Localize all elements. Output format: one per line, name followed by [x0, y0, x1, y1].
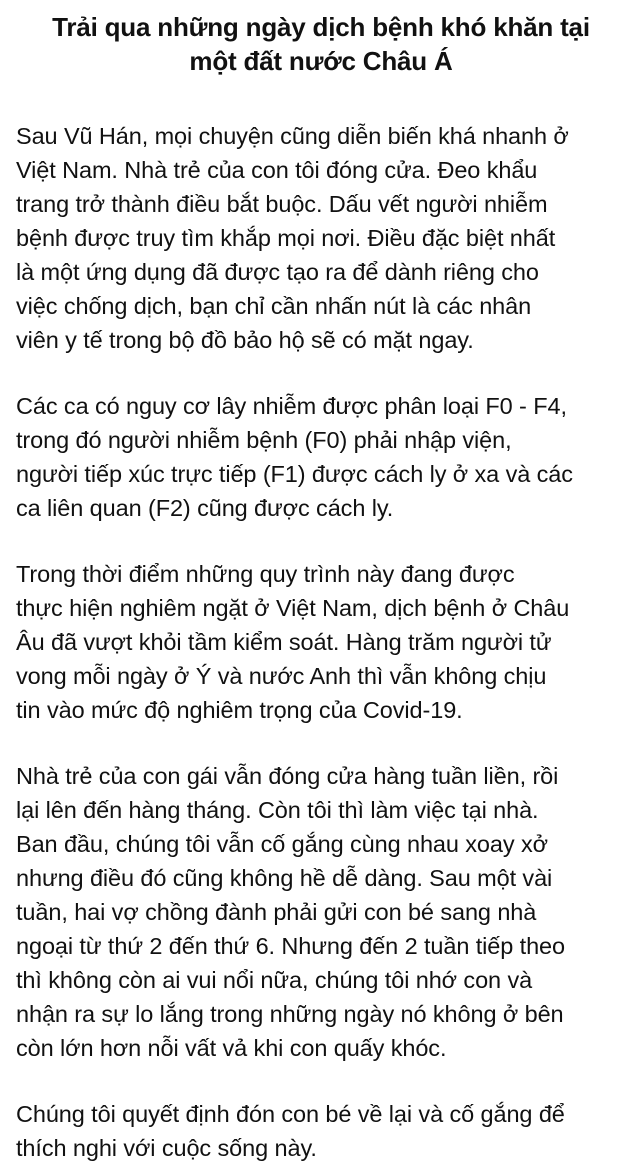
article-paragraph-4: [16, 759, 626, 1065]
article-paragraph-1: [16, 119, 626, 357]
paragraph-line: việc chống dịch, bạn chỉ cần nhấn nút là các nhân: [16, 293, 532, 319]
paragraph-line: là một ứng dụng đã được tạo ra để dành riêng cho: [16, 259, 539, 285]
article-paragraph-2: [16, 389, 626, 525]
paragraph-line: Nhà trẻ của con gái vẫn đóng cửa hàng tuần liền, rồi: [16, 763, 559, 789]
paragraph-line: người tiếp xúc trực tiếp (F1) được cách ly ở xa và các: [16, 461, 573, 487]
article-title-line: một đất nước Châu Á: [189, 46, 453, 76]
paragraph-line: Việt Nam. Nhà trẻ của con tôi đóng cửa. Đeo khẩu: [16, 157, 538, 183]
paragraph-line: còn lớn hơn nỗi vất vả khi con quấy khóc.: [16, 1035, 447, 1061]
paragraph-line: thì không còn ai vui nổi nữa, chúng tôi nhớ con và: [16, 967, 533, 993]
paragraph-line: tuần, hai vợ chồng đành phải gửi con bé sang nhà: [16, 899, 537, 925]
paragraph-line: thích nghi với cuộc sống này.: [16, 1135, 317, 1161]
article-title-line: Trải qua những ngày dịch bệnh khó khăn tại: [52, 12, 590, 42]
article-paragraph-5: [16, 1097, 626, 1165]
paragraph-line: Các ca có nguy cơ lây nhiễm được phân loại F0 - F4,: [16, 393, 567, 419]
paragraph-line: trang trở thành điều bắt buộc. Dấu vết người nhiễm: [16, 191, 548, 217]
paragraph-line: tin vào mức độ nghiêm trọng của Covid-19.: [16, 697, 463, 723]
paragraph-line: Sau Vũ Hán, mọi chuyện cũng diễn biến khá nhanh ở: [16, 123, 569, 149]
paragraph-line: thực hiện nghiêm ngặt ở Việt Nam, dịch bệnh ở Châu: [16, 595, 570, 621]
paragraph-line: vong mỗi ngày ở Ý và nước Anh thì vẫn không chịu: [16, 663, 547, 689]
paragraph-line: bệnh được truy tìm khắp mọi nơi. Điều đặc biệt nhất: [16, 225, 556, 251]
paragraph-line: Trong thời điểm những quy trình này đang được: [16, 561, 515, 587]
paragraph-line: Âu đã vượt khỏi tầm kiểm soát. Hàng trăm người tử: [16, 629, 552, 655]
paragraph-line: nhận ra sự lo lắng trong những ngày nó không ở bên: [16, 1001, 564, 1027]
paragraph-line: lại lên đến hàng tháng. Còn tôi thì làm việc tại nhà.: [16, 797, 539, 823]
paragraph-line: Chúng tôi quyết định đón con bé về lại và cố gắng để: [16, 1101, 565, 1127]
article-paragraph-3: [16, 557, 626, 727]
article-title: [16, 10, 626, 78]
paragraph-line: viên y tế trong bộ đồ bảo hộ sẽ có mặt ngay.: [16, 327, 474, 353]
paragraph-line: ca liên quan (F2) cũng được cách ly.: [16, 495, 394, 521]
paragraph-line: ngoại từ thứ 2 đến thứ 6. Nhưng đến 2 tuần tiếp theo: [16, 933, 566, 959]
paragraph-line: trong đó người nhiễm bệnh (F0) phải nhập viện,: [16, 427, 512, 453]
paragraph-line: Ban đầu, chúng tôi vẫn cố gắng cùng nhau xoay xở: [16, 831, 548, 857]
paragraph-line: nhưng điều đó cũng không hề dễ dàng. Sau một vài: [16, 865, 553, 891]
